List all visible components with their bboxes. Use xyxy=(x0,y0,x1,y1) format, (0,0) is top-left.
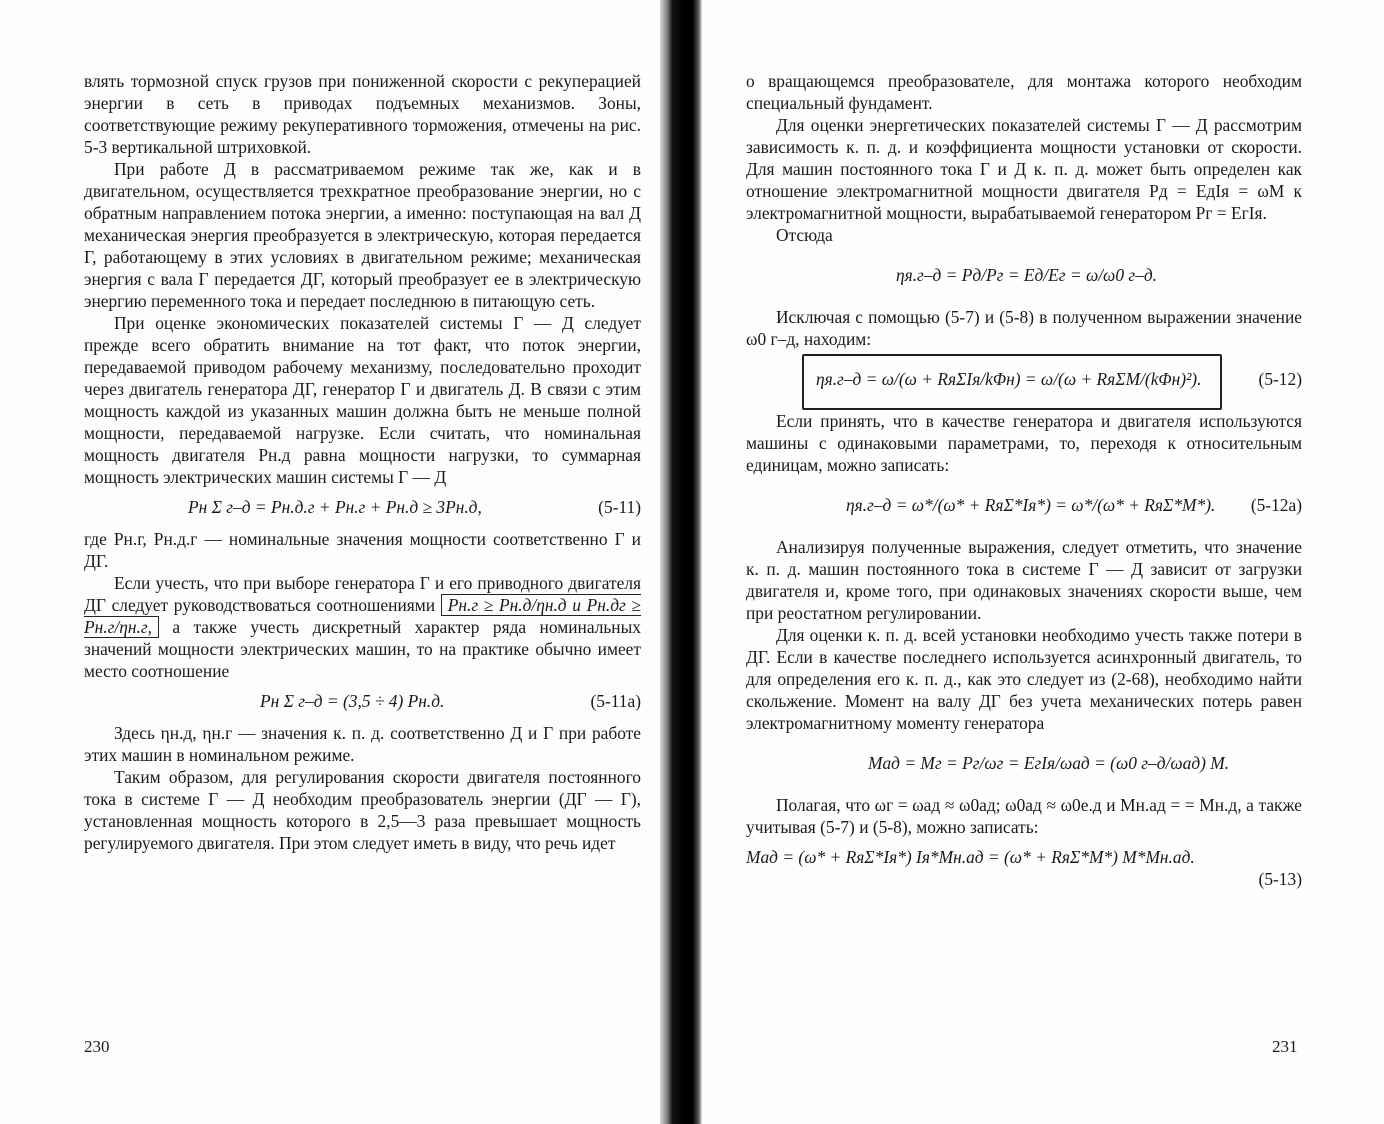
paragraph: где Pн.г, Pн.д.г — номинальные значения мощности соответственно Г и ДГ. xyxy=(84,529,641,571)
paragraph-text: а также учесть дискретный характер ряда номинальных значений мощности электрических машин, то на практике обычно имеет место соотношение xyxy=(84,617,641,681)
paragraph-text: Если учесть, что при выборе генератора Г и его приводного двигателя ДГ следует руководствоваться соотношениями xyxy=(84,573,641,615)
formula-number: (5-11) xyxy=(598,497,641,517)
paragraph: Для оценки энергетических показателей системы Г — Д рассмотрим зависимость к. п. д. и коэффициента мощности установки от скорости. Для машин постоянного тока Г и Д к. п. д. может быть определен как отношение электромагнитной мощности двигателя Pд = EдIя = ωM к электромагнитной мощности, вырабатываемой генератором Pг = EгIя. xyxy=(746,115,1302,223)
paragraph xyxy=(84,572,641,682)
formula-number: (5-13) xyxy=(1258,869,1302,889)
formula-5-13 xyxy=(746,838,1302,890)
formula-expression: ηя.г–д = ω/(ω + RяΣIя/kΦн) = ω/(ω + RяΣM/(kΦн)²). xyxy=(816,369,1202,389)
formula-5-11a xyxy=(84,682,641,722)
left-column xyxy=(84,70,641,854)
page-number: 230 xyxy=(84,1037,110,1056)
right-column xyxy=(746,70,1302,890)
formula-expression: ηя.г–д = Pд/Pг = Eд/Eг = ω/ω0 г–д. xyxy=(896,265,1158,285)
paragraph: Таким образом, для регулирования скорости двигателя постоянного тока в системе Г — Д необходим преобразователь энергии (ДГ — Г), установленная мощность которого в 2,5—3 раза превышает мощность регулируемого двигателя. При этом следует иметь в виду, что речь идет xyxy=(84,767,641,853)
page-number: 231 xyxy=(1272,1037,1298,1056)
paragraph: Полагая, что ωг = ωад ≈ ω0ад; ω0ад ≈ ω0е.д и Mн.ад = = Mн.д, а также учитывая (5-7) и (5-8), можно записать: xyxy=(746,795,1302,837)
formula-expression: Mад = Mг = Pг/ωг = EгIя/ωад = (ω0 г–д/ωад) M. xyxy=(868,753,1230,773)
paragraph: влять тормозной спуск грузов при пониженной скорости с рекуперацией энергии в сеть в приводах подъемных механизмов. Зоны, соответствующие режиму рекуперативного торможения, отмечены на рис. 5-3 вертикальной штриховкой. xyxy=(84,71,641,157)
paragraph: Анализируя полученные выражения, следует отметить, что значение к. п. д. машин постоянного тока в системе Г — Д зависит от загрузки двигателя и, кроме того, при одинаковых значениях скорости выше, чем при реостатном регулировании. xyxy=(746,537,1302,623)
paragraph: При работе Д в рассматриваемом режиме так же, как и в двигательном, осуществляется трехкратное преобразование энергии, но с обратным направлением потока энергии, а именно: поступающая на вал Д механическая энергия преобразуется в электрическую, которая передается Г, работающему в этих условиях в двигательном режиме; механическая энергия с вала Г передается ДГ, который преобразует ее в электрическую энергию переменного тока и передает последнюю в питающую сеть. xyxy=(84,159,641,311)
paragraph: Отсюда xyxy=(776,225,833,245)
paragraph: Здесь ηн.д, ηн.г — значения к. п. д. соответственно Д и Г при работе этих машин в номинальном режиме. xyxy=(84,723,641,765)
paragraph: Исключая с помощью (5-7) и (5-8) в полученном выражении значение ω0 г–д, находим: xyxy=(746,307,1302,349)
boxed-relation: Pн.г ≥ Pн.д/ηн.д и Pн.дг ≥ Pн.г/ηн.г, xyxy=(84,595,641,637)
formula-expression: ηя.г–д = ω*/(ω* + RяΣ*Iя*) = ω*/(ω* + RяΣ*M*). xyxy=(846,495,1216,515)
formula-5-12 xyxy=(746,350,1302,410)
formula-number: (5-11а) xyxy=(590,691,641,711)
formula-5-11 xyxy=(84,488,641,528)
formula-number: (5-12) xyxy=(1258,369,1302,389)
formula-expression: Mад = (ω* + RяΣ*Iя*) Iя*Mн.ад = (ω* + RяΣ*M*) M*Mн.ад. xyxy=(746,847,1195,867)
formula-mad xyxy=(746,734,1302,794)
formula-number: (5-12а) xyxy=(1250,495,1302,515)
formula-5-12a xyxy=(746,476,1302,536)
formula-expression: Pн Σ г–д = (3,5 ÷ 4) Pн.д. xyxy=(260,691,445,711)
paragraph: При оценке экономических показателей системы Г — Д следует прежде всего обратить внимание на тот факт, что поток энергии, передаваемой приводом рабочему механизму, последовательно проходит через двигатель генератора ДГ, генератор Г и двигатель Д. В связи с этим мощность каждой из указанных машин должна быть не меньше полной мощности, передаваемой нагрузке. Если считать, что номинальная мощность двигателя Pн.д равна мощности нагрузки, то суммарная мощность электрических машин системы Г — Д xyxy=(84,313,641,487)
paragraph: Если принять, что в качестве генератора и двигателя используются машины с одинаковыми параметрами, то, переходя к относительным единицам, можно записать: xyxy=(746,411,1302,475)
formula-eta xyxy=(746,246,1302,306)
paragraph: Для оценки к. п. д. всей установки необходимо учесть также потери в ДГ. Если в качестве последнего используется асинхронный двигатель, то для определения его к. п. д., как это следует из (2-68), необходимо найти скольжение. Момент на валу ДГ без учета механических потерь равен электромагнитному моменту генератора xyxy=(746,625,1302,733)
paragraph: о вращающемся преобразователе, для монтажа которого необходим специальный фундамент. xyxy=(746,71,1302,113)
book-gutter xyxy=(660,0,702,1124)
formula-expression: Pн Σ г–д = Pн.д.г + Pн.г + Pн.д ≥ 3Pн.д, xyxy=(188,497,482,517)
